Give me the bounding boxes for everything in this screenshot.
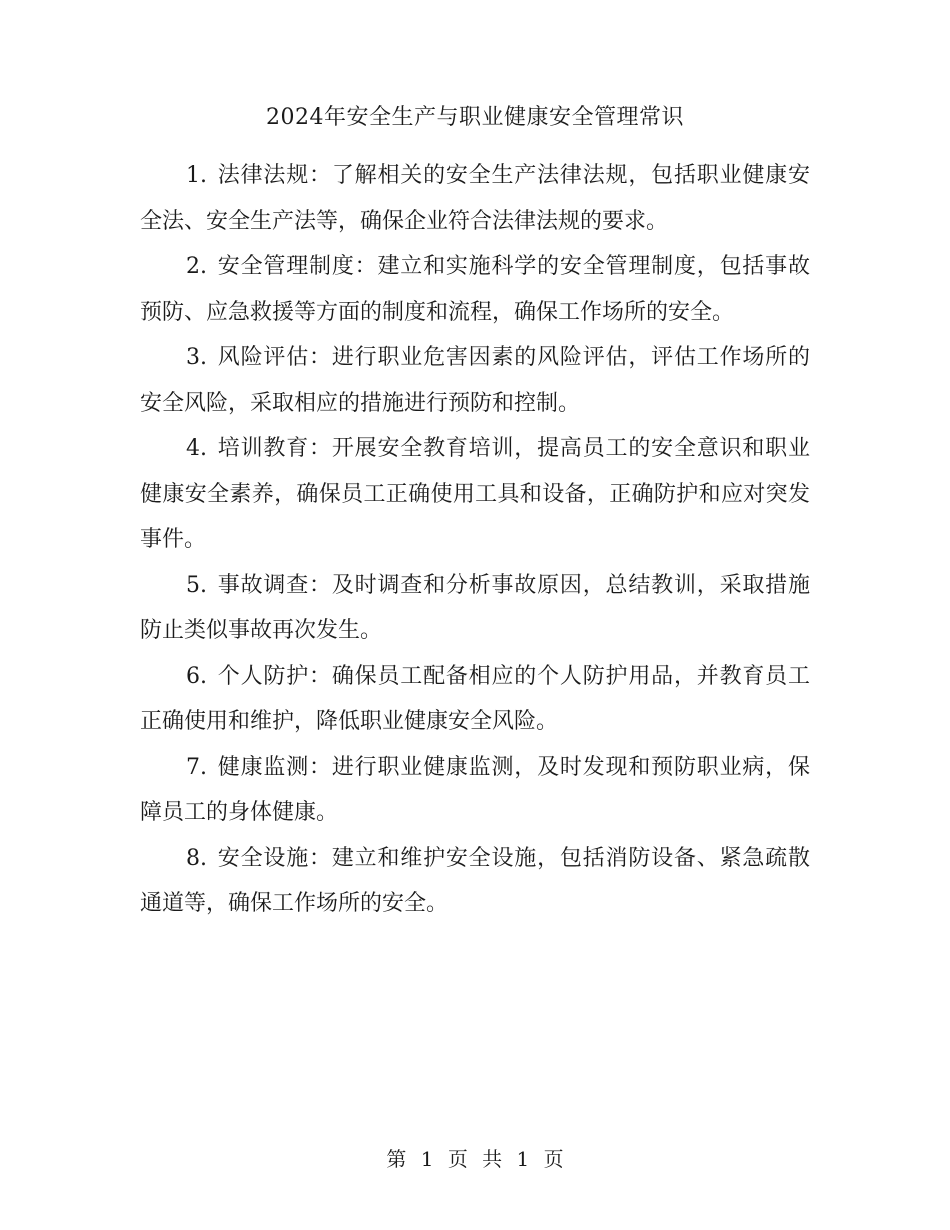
list-item — [140, 153, 810, 244]
item-number: 5. — [186, 572, 207, 598]
document-body — [140, 153, 810, 927]
list-item — [140, 335, 810, 426]
item-number: 3. — [186, 345, 207, 370]
item-number: 6. — [186, 663, 207, 689]
page-footer: 第 1 页 共 1 页 — [386, 1147, 564, 1171]
list-item — [140, 426, 810, 563]
list-item — [140, 836, 810, 927]
list-item — [140, 244, 810, 335]
item-number: 1. — [186, 163, 207, 188]
item-number: 8. — [186, 845, 207, 871]
item-number: 4. — [186, 436, 207, 461]
list-item — [140, 745, 810, 836]
document-title: 2024年安全生产与职业健康安全管理常识 — [266, 105, 684, 130]
item-text: 培训教育：开展安全教育培训，提高员工的安全意识和职业健康安全素养，确保员工正确使用工具和设备，正确防护和应对突发事件。 — [140, 436, 810, 552]
item-text: 个人防护：确保员工配备相应的个人防护用品，并教育员工正确使用和维护，降低职业健康安全风险。 — [140, 663, 810, 734]
item-text: 安全设施：建立和维护安全设施，包括消防设备、紧急疏散通道等，确保工作场所的安全。 — [140, 845, 810, 916]
item-text: 风险评估：进行职业危害因素的风险评估，评估工作场所的安全风险，采取相应的措施进行预防和控制。 — [140, 345, 810, 416]
item-number: 2. — [186, 254, 207, 279]
item-text: 事故调查：及时调查和分析事故原因，总结教训，采取措施防止类似事故再次发生。 — [140, 572, 810, 643]
item-text: 安全管理制度：建立和实施科学的安全管理制度，包括事故预防、应急救援等方面的制度和流程，确保工作场所的安全。 — [140, 254, 810, 325]
item-number: 7. — [186, 754, 207, 780]
item-text: 法律法规：了解相关的安全生产法律法规，包括职业健康安全法、安全生产法等，确保企业符合法律法规的要求。 — [140, 163, 810, 234]
list-item — [140, 654, 810, 745]
item-text: 健康监测：进行职业健康监测，及时发现和预防职业病，保障员工的身体健康。 — [140, 754, 810, 825]
list-item — [140, 563, 810, 654]
